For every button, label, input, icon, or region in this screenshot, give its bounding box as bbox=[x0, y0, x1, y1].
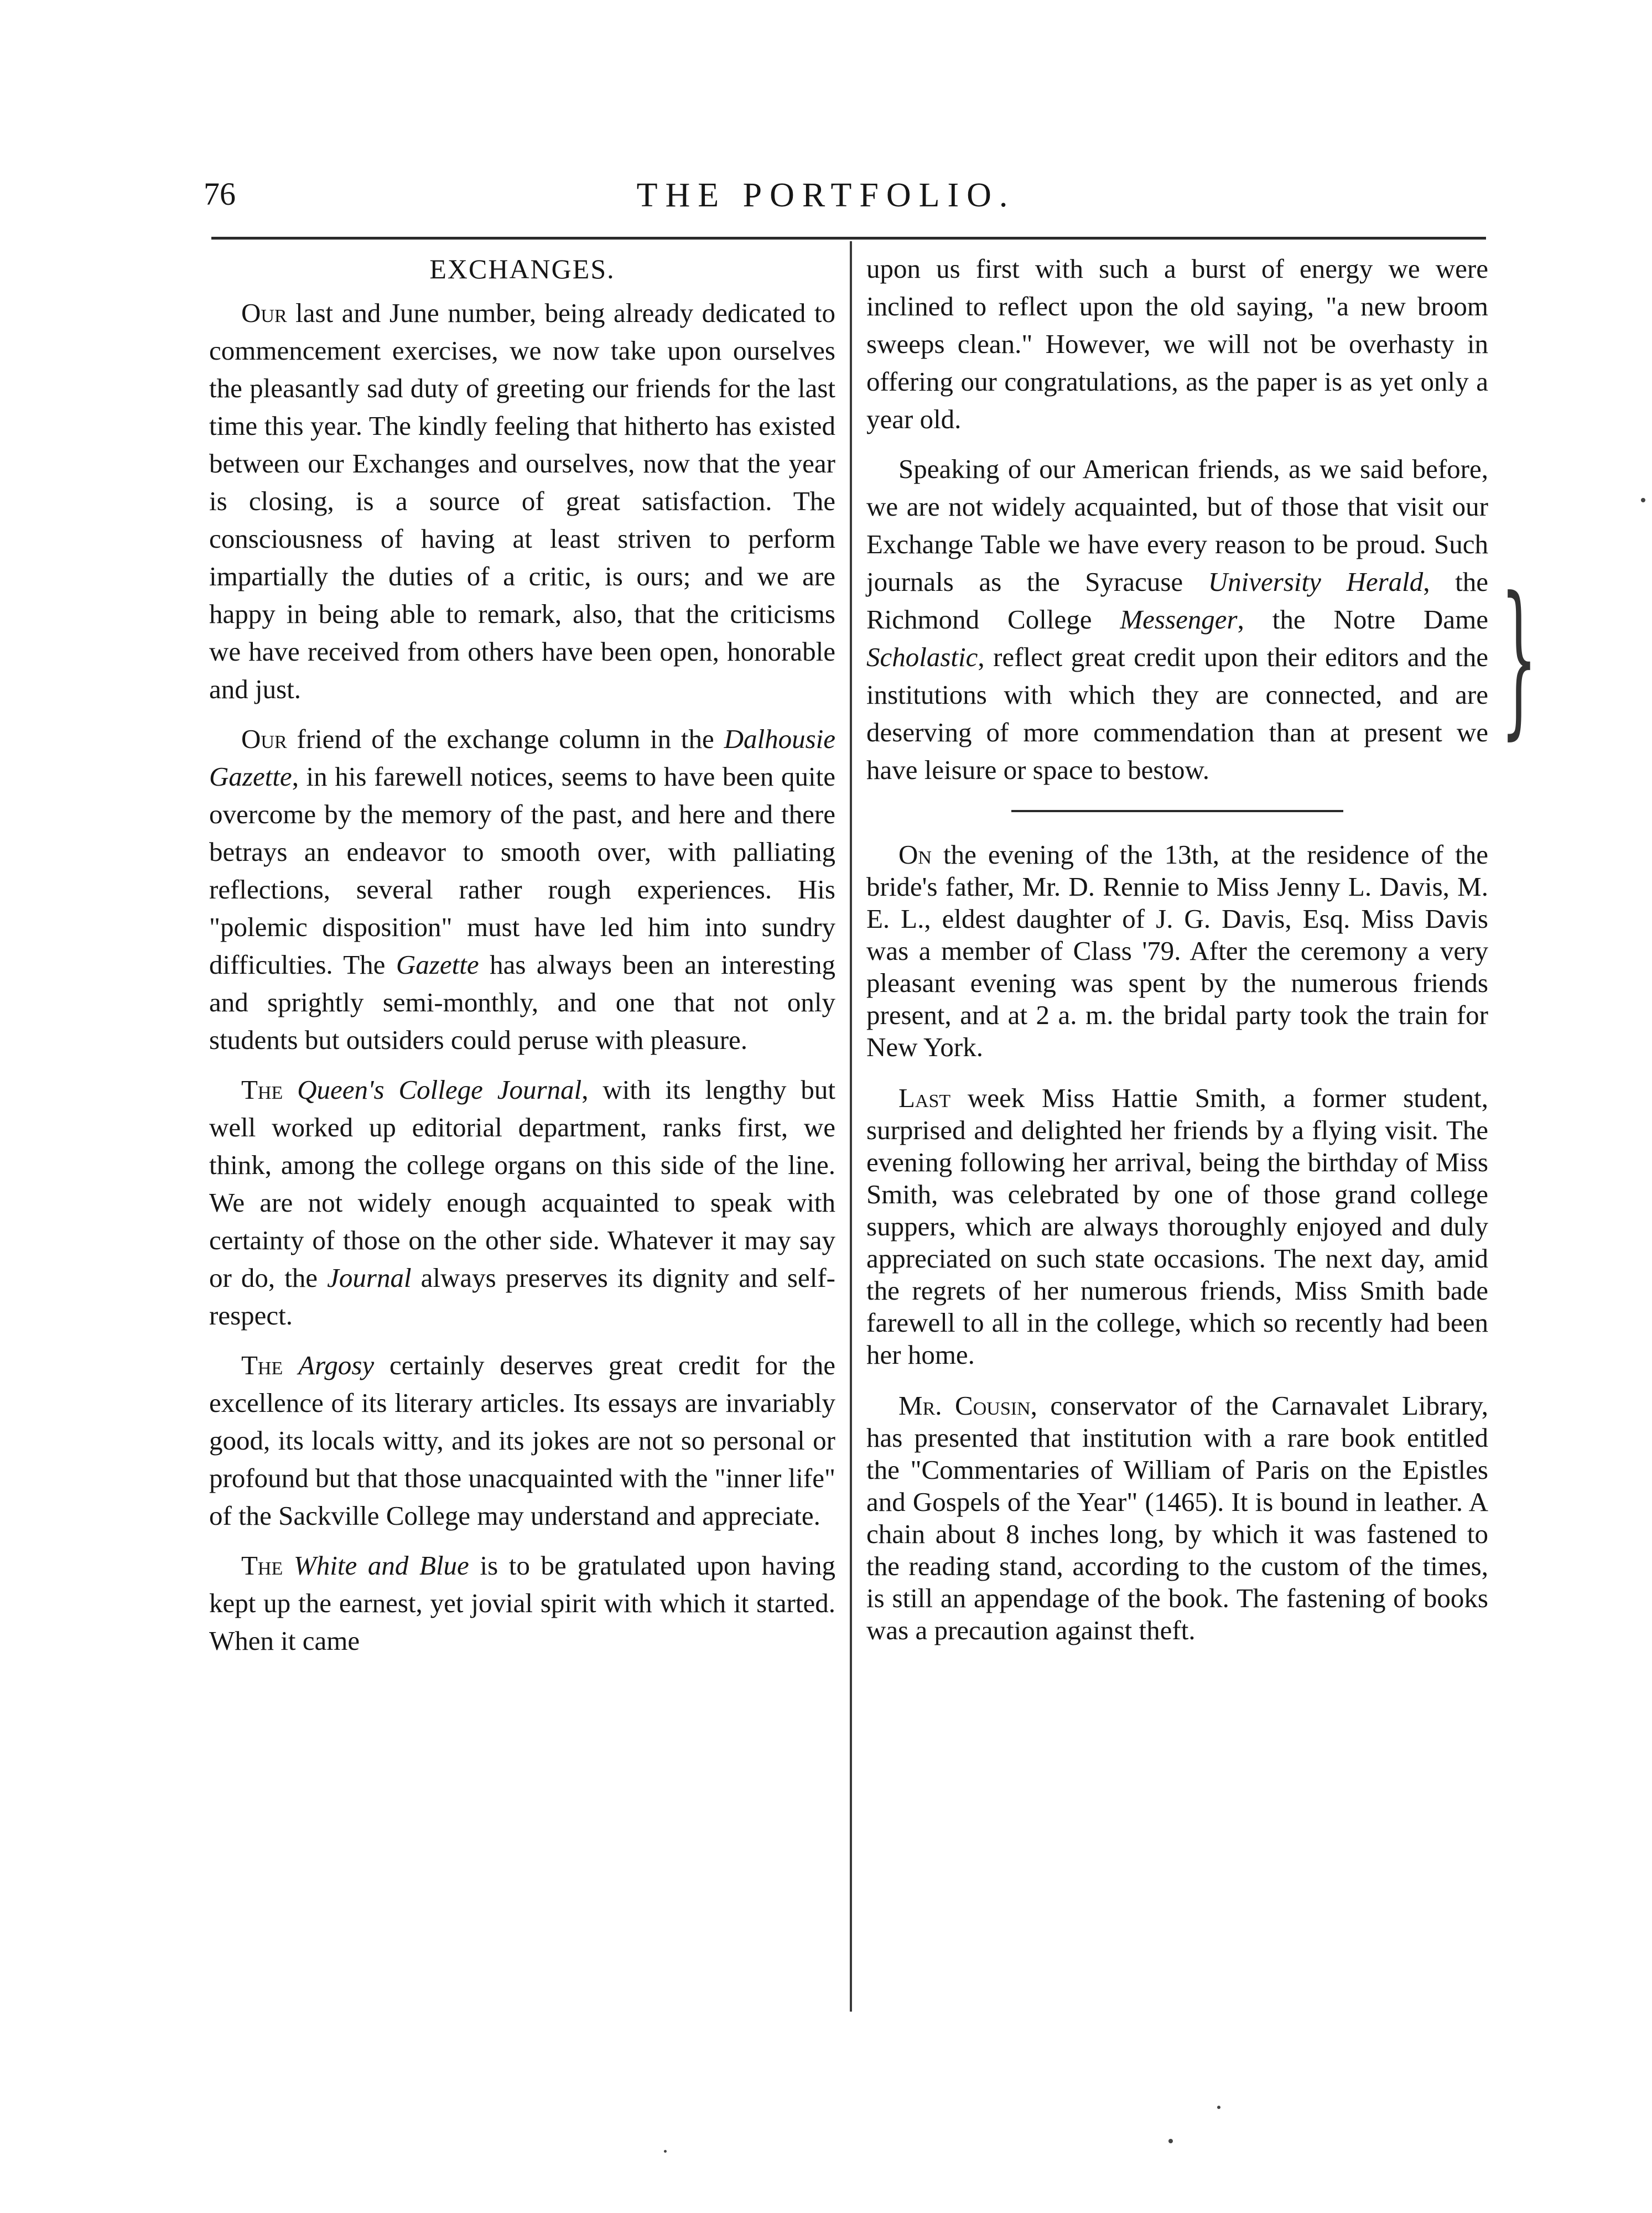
right-column bbox=[866, 250, 1488, 1665]
lead-word: The bbox=[241, 1074, 283, 1105]
journal-title: University Herald bbox=[1208, 567, 1424, 597]
speck-mark bbox=[1217, 2106, 1220, 2109]
paragraph-argosy bbox=[209, 1347, 835, 1535]
speck-mark bbox=[664, 2150, 667, 2153]
lead-word: Our bbox=[241, 724, 287, 754]
paragraph-text: , with its lengthy but well worked up editorial department, ranks first, we think, among the college organs on this side of the line. We are not widely enough acquainted to speak with certainty of those on the other side. Whatever it may say or do, the bbox=[209, 1074, 835, 1293]
left-column bbox=[209, 250, 835, 1672]
paragraph-text: week Miss Hattie Smith, a former student, surprised and delighted her friends by a flying visit. The evening following her arrival, being the birthday of Miss Smith, was celebrated by one of those grand college suppers, which are always thoroughly enjoyed and duly appreciated on such state occasions. The next day, amid the regrets of her numerous friends, Miss Smith bade farewell to all in the college, which so recently had been her home. bbox=[866, 1083, 1488, 1370]
journal-title: Journal bbox=[327, 1263, 412, 1293]
paragraph-text: , the Richmond College bbox=[866, 567, 1488, 635]
paragraph-carnavalet-library bbox=[866, 1390, 1488, 1646]
journal-title: Argosy bbox=[298, 1350, 375, 1380]
margin-brace-mark: } bbox=[1500, 562, 1537, 755]
journal-title: Scholastic bbox=[866, 642, 978, 672]
column-divider bbox=[850, 241, 852, 2012]
section-title-exchanges: EXCHANGES. bbox=[429, 253, 615, 284]
paragraph-text: has always been an interesting and sprightly semi-monthly, and one that not only students but outsiders could peruse with pleasure. bbox=[209, 949, 835, 1055]
paragraph-text bbox=[283, 1550, 294, 1581]
paragraph-queens-college-journal bbox=[209, 1071, 835, 1334]
paragraph-dalhousie-gazette bbox=[209, 720, 835, 1059]
page-number: 76 bbox=[204, 176, 236, 212]
lead-word: Mr. Cousin bbox=[898, 1390, 1031, 1421]
paragraph-american-friends bbox=[866, 450, 1488, 789]
paragraph-text: , in his farewell notices, seems to have been quite overcome by the memory of the past, and here and there betrays an endeavor to smooth over, with palliating reflections, several rather rough experiences. His "polemic disposition" must have led him into sundry difficulties. The bbox=[209, 761, 835, 980]
lead-word: On bbox=[898, 839, 932, 870]
section-divider-rule bbox=[1011, 810, 1343, 812]
paragraph-wedding-notice bbox=[866, 839, 1488, 1063]
paragraph-text: friend of the exchange column in the bbox=[287, 724, 724, 754]
paragraph-text: certainly deserves great credit for the excellence of its literary articles. Its essays are invariably good, its locals witty, and its jokes are not so personal or profound but that those unacquainted with the "inner life" of the Sackville College may understand and appreciate. bbox=[209, 1350, 836, 1531]
journal-title: Messenger bbox=[1120, 604, 1238, 635]
journal-title: Queen's College Journal bbox=[297, 1074, 582, 1105]
lead-word: Our bbox=[241, 298, 287, 328]
paragraph-text: last and June number, being already dedicated to commencement exercises, we now take upon ourselves the pleasantly sad duty of greeting our friends for the last time this year. The kindly feeling that hitherto has existed between our Exchanges and ourselves, now that the year is closing, is a source of great satisfaction. The consciousness of having at least striven to perform impartially the duties of a critic, is ours; and we are happy in being able to remark, also, that the criticisms we have received from others have been open, honorable and just. bbox=[209, 298, 835, 704]
speck-mark bbox=[1168, 2139, 1173, 2143]
paragraph-white-and-blue bbox=[209, 1547, 835, 1660]
running-head-title: THE PORTFOLIO. bbox=[636, 176, 1016, 214]
journal-title: Dalhousie Gazette bbox=[209, 724, 835, 792]
lead-word: Last bbox=[898, 1083, 951, 1113]
paragraph-text bbox=[283, 1074, 297, 1105]
paragraph-text: is to be gratulated upon having kept up the earnest, yet jovial spirit with which it started. When it came bbox=[209, 1550, 836, 1656]
paragraph-text: the evening of the 13th, at the residence of the bride's father, Mr. D. Rennie to Miss Jenny L. Davis, M. E. L., eldest daughter of J. G. Davis, Esq. Miss Davis was a member of Class '79. After the ceremony a very pleasant evening was spent by the numerous friends present, and at 2 a. m. the bridal party took the train for New York. bbox=[866, 839, 1488, 1062]
lead-word: The bbox=[241, 1550, 283, 1581]
journal-title: White and Blue bbox=[293, 1550, 469, 1581]
paragraph-hattie-smith bbox=[866, 1082, 1488, 1371]
paragraph-text: always preserves its dignity and self-respect. bbox=[209, 1263, 835, 1331]
header-rule bbox=[211, 237, 1486, 240]
paragraph-text bbox=[283, 1350, 298, 1380]
journal-title: Gazette bbox=[396, 949, 479, 980]
paragraph-last-june-number bbox=[209, 294, 835, 708]
paragraph-text: , reflect great credit upon their editors and the institutions with which they are connected, and are deserving of more commendation than at present we have leisure or space to bestow. bbox=[866, 642, 1488, 785]
paragraph-text: Speaking of our American friends, as we said before, we are not widely acquainted, but of those that visit our Exchange Table we have every reason to be proud. Such journals as the Syracuse bbox=[866, 454, 1488, 597]
paragraph-text: , conservator of the Carnavalet Library, has presented that institution with a rare book entitled the "Commentaries of William of Paris on the Epistles and Gospels of the Year" (1465). It is bound in leather. A chain about 8 inches long, by which it was fastened to the reading stand, according to the custom of the times, is still an appendage of the book. The fastening of books was a precaution against theft. bbox=[866, 1390, 1488, 1645]
paragraph-text: , the Notre Dame bbox=[1237, 604, 1488, 635]
speck-mark bbox=[1641, 498, 1645, 502]
lead-word: The bbox=[241, 1350, 283, 1380]
paragraph-continuation: upon us first with such a burst of energy we were inclined to reflect upon the old saying, "a new broom sweeps clean." However, we will not be overhasty in offering our congratulations, as the paper is as yet only a year old. bbox=[866, 253, 1488, 434]
